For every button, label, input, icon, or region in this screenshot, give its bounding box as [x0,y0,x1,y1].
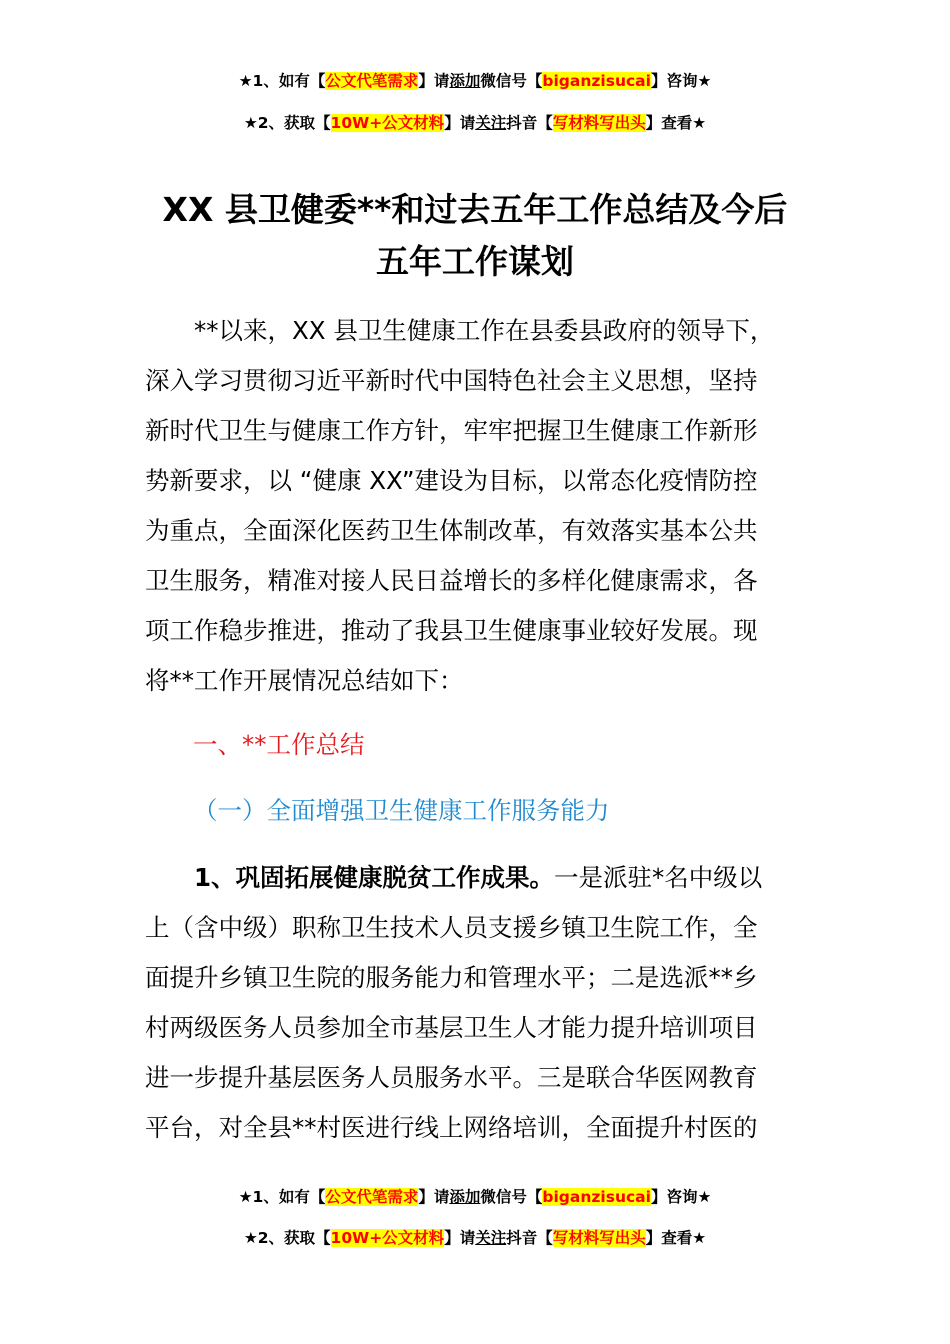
ad-text: 微信号【 [480,72,543,90]
ad-highlight: biganzisucai [542,1188,651,1206]
ad-text: 】查看★ [645,1229,707,1247]
ad-text: 】咨询★ [650,1188,712,1206]
ad-text: 】请 [444,114,476,132]
item-1-line: 上（含中级）职称卫生技术人员支援乡镇卫生院工作，全 [145,913,758,942]
header-ad-line-2 [0,112,950,134]
item-1-line: 村两级医务人员参加全市基层卫生人才能力提升培训项目 [145,1013,758,1042]
ad-text: 微信号【 [480,1188,543,1206]
ad-highlight: 公文代笔需求 [325,72,419,90]
intro-line: 新时代卫生与健康工作方针，牢牢把握卫生健康工作新形 [145,416,758,445]
intro-line: 深入学习贯彻习近平新时代中国特色社会主义思想，坚持 [145,366,758,395]
subsection-heading: （一）全面增强卫生健康工作服务能力 [193,796,610,825]
ad-text: 】查看★ [645,114,707,132]
item-1-text: 一是派驻*名中级以 [554,863,763,892]
ad-text: ★2、获取【 [243,114,331,132]
ad-highlight: 10W+公文材料 [330,1229,445,1247]
ad-text: 】请 [418,1188,450,1206]
ad-text: ★1、如有【 [238,1188,326,1206]
ad-underline: 添加 [449,72,481,90]
ad-text: 】请 [444,1229,476,1247]
intro-paragraph [145,306,810,706]
footer-ad-line-2 [0,1227,950,1249]
ad-text: ★1、如有【 [238,72,326,90]
item-1-paragraph [145,853,810,1153]
item-1-line: 进一步提升基层医务人员服务水平。三是联合华医网教育 [145,1063,758,1092]
item-1-first-line [145,853,810,903]
item-1-heading: 1、巩固拓展健康脱贫工作成果。 [194,863,555,892]
intro-line: 势新要求，以 “健康 XX”建设为目标，以常态化疫情防控 [145,466,758,495]
ad-highlight: biganzisucai [542,72,651,90]
ad-text: 】请 [418,72,450,90]
intro-line: 卫生服务，精准对接人民日益增长的多样化健康需求，各 [145,566,758,595]
intro-line: 为重点，全面深化医药卫生体制改革，有效落实基本公共 [145,516,758,545]
ad-highlight: 公文代笔需求 [325,1188,419,1206]
item-1-line: 面提升乡镇卫生院的服务能力和管理水平；二是选派**乡 [145,963,758,992]
ad-text: ★2、获取【 [243,1229,331,1247]
ad-underline: 关注 [475,1229,507,1247]
item-1-line: 平台，对全县**村医进行线上网络培训，全面提升村医的 [145,1113,758,1142]
document-title-line-1: XX 县卫健委**和过去五年工作总结及今后 [162,190,788,229]
intro-line: **以来，XX 县卫生健康工作在县委县政府的领导下， [145,316,775,345]
ad-highlight: 10W+公文材料 [330,114,445,132]
ad-text: 抖音【 [506,114,553,132]
section-heading: 一、**工作总结 [193,730,365,759]
header-ad-line-1 [0,70,950,92]
ad-highlight: 写材料写出头 [552,1229,646,1247]
ad-highlight: 写材料写出头 [552,114,646,132]
intro-line: 项工作稳步推进，推动了我县卫生健康事业较好发展。现 [145,616,758,645]
ad-text: 】咨询★ [650,72,712,90]
document-title-line-2: 五年工作谋划 [376,242,574,281]
footer-ad-line-1 [0,1186,950,1208]
ad-underline: 添加 [449,1188,481,1206]
ad-underline: 关注 [475,114,507,132]
intro-line: 将**工作开展情况总结如下： [145,666,464,695]
ad-text: 抖音【 [506,1229,553,1247]
